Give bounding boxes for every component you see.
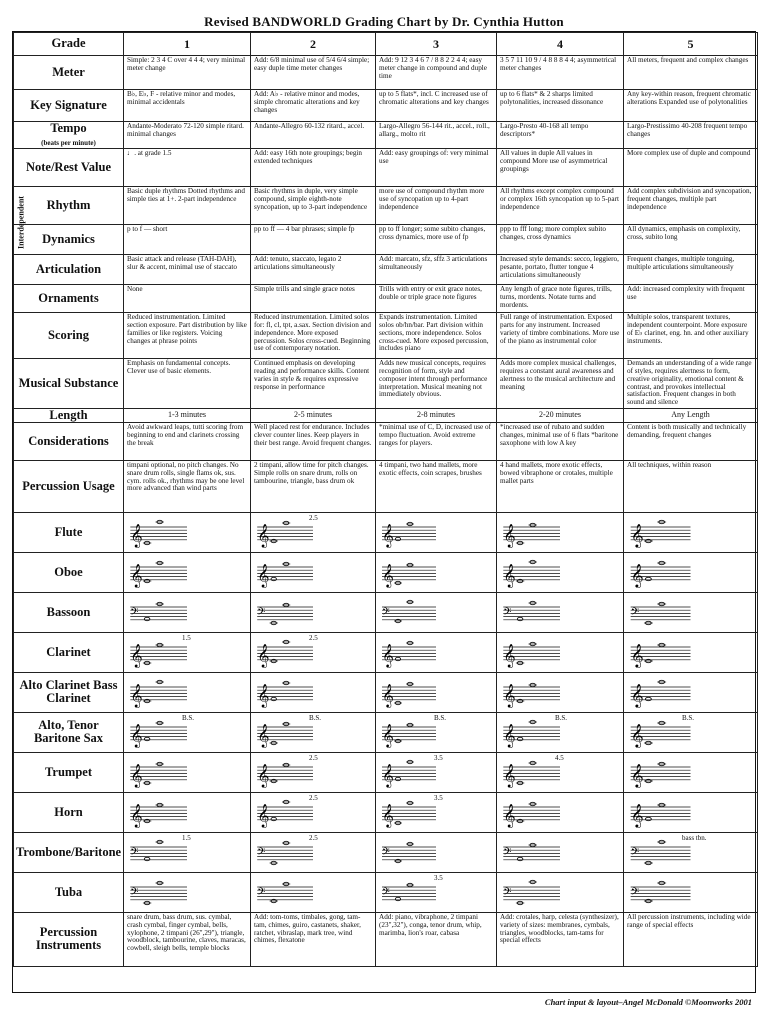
row-label: Percussion Usage <box>14 460 124 512</box>
treble-clef-icon: 𝄞 <box>382 723 394 748</box>
treble-clef-icon: 𝄞 <box>257 723 270 748</box>
grade-5: 5 <box>624 33 758 56</box>
cell: Continued emphasis on developing reading and performance skills. Content varies in style & requires expressive response in performance <box>251 359 376 409</box>
instrument-range-cell <box>376 792 497 832</box>
range-mark: B.S. <box>309 713 322 722</box>
instrument-range-cell <box>376 512 497 552</box>
note-head <box>395 898 400 901</box>
cell: Expands instrumentation. Limited solos ob/hn/bar. Part division within sections, more independence. Solos cross-cued. More exposed percussion, includes piano <box>376 313 497 359</box>
staff <box>497 873 623 911</box>
instrument-range-cell <box>124 872 251 912</box>
bass-clef-icon: 𝄢 <box>257 886 266 901</box>
treble-clef-icon: 𝄞 <box>257 683 270 708</box>
cell: Reduced instrumentation. Limited section exposure. Part distribution by like families or like registers. Voicing changes at phrase points <box>124 313 251 359</box>
cell: Adds new musical concepts, requires recognition of form, style and composer intent through performance interpretation. Musical meaning not immediately obvious. <box>376 359 497 409</box>
treble-clef-icon: 𝄞 <box>382 643 394 668</box>
staff <box>624 633 757 671</box>
cell: Largo-Allegro 56-144 rit., accel., roll., allarg., molto rit <box>376 122 497 149</box>
cell: Largo-Prestissimo 40-208 frequent tempo changes <box>624 122 758 149</box>
instrument-row <box>14 712 758 752</box>
cell: pp to ff — 4 bar phrases; simple fp <box>251 225 376 255</box>
grade-3: 3 <box>376 33 497 56</box>
instrument-range-cell <box>624 752 758 792</box>
staff <box>376 633 496 671</box>
bass-clef-icon: 𝄢 <box>503 846 512 861</box>
cell: more use of compound rhythm more use of syncopation up to 4-part independence <box>376 187 497 225</box>
instrument-row <box>14 512 758 552</box>
instrument-range-cell <box>124 592 251 632</box>
staff <box>376 673 496 711</box>
cell: Andante-Allegro 60-132 ritard., accel. <box>251 122 376 149</box>
range-mark: 2.5 <box>309 793 318 802</box>
cell: 3 5 7 11 10 9 / 4 8 8 8 4 4; asymmetrical meter changes <box>497 56 624 90</box>
treble-clef-icon: 𝄞 <box>382 683 394 708</box>
row-label: Articulation <box>14 255 124 285</box>
range-mark: 2.5 <box>309 633 318 642</box>
staff <box>624 753 757 791</box>
treble-clef-icon: 𝄞 <box>630 683 644 708</box>
row-label: Scoring <box>14 313 124 359</box>
treble-clef-icon: 𝄞 <box>257 523 270 548</box>
cell: Any key-within reason, frequent chromatic alterations Expanded use of polytonalities <box>624 90 758 122</box>
bass-clef-icon: 𝄢 <box>130 606 139 621</box>
instrument-range-cell <box>376 712 497 752</box>
cell: Full range of instrumentation. Exposed parts for any instrument. Increased variety of timbre combinations. More use of the piano as instrumental color <box>497 313 624 359</box>
staff <box>497 553 623 591</box>
instrument-range-cell <box>376 832 497 872</box>
instrument-label: Trombone/Baritone <box>14 832 124 872</box>
row-label: Key Signature <box>14 90 124 122</box>
staff <box>124 753 250 791</box>
row-label: Musical Substance <box>14 359 124 409</box>
cell: Increased style demands: secco, leggiero, pesante, portato, flutter tongue 4 articulations simultaneously <box>497 255 624 285</box>
bass-clef-icon: 𝄢 <box>503 606 512 621</box>
range-mark: B.S. <box>682 713 695 722</box>
instrument-range-cell <box>124 672 251 712</box>
instrument-range-cell <box>497 632 624 672</box>
instrument-range-cell <box>251 592 376 632</box>
note-head <box>395 658 400 661</box>
note-head <box>271 578 276 581</box>
cell: up to 6 flats* & 2 sharps limited polytonalities, increased dissonance <box>497 90 624 122</box>
row-4 <box>14 187 758 225</box>
instrument-range-cell <box>376 672 497 712</box>
cell: Add: tom-toms, timbales, gong, tam-tam, chimes, guiro, castanets, shaker, ratchet, vibraslap, mark tree, wind chimes, flexatone <box>251 912 376 966</box>
treble-clef-icon: 𝄞 <box>503 563 516 588</box>
cell: Demands an understanding of a wide range of styles, requires alertness to form, creative originality, emotional content & contrast, and provokes intellectual satisfaction. Frequent changes in both sound and silence <box>624 359 758 409</box>
instrument-range-cell <box>251 872 376 912</box>
cell: Any length of grace note figures, trills, turns, mordents. Notate turns and mordents. <box>497 285 624 313</box>
staff <box>624 673 757 711</box>
note-head <box>646 698 652 701</box>
bass-clef-icon: 𝄢 <box>503 886 512 901</box>
cell: All dynamics, emphasis on complexity, cross, subito long <box>624 225 758 255</box>
instrument-label: Alto, Tenor Baritone Sax <box>14 712 124 752</box>
cell: p to f — short <box>124 225 251 255</box>
treble-clef-icon: 𝄞 <box>130 683 143 708</box>
instrument-range-cell <box>124 552 251 592</box>
cell: Trills with entry or exit grace notes, double or triple grace note figures <box>376 285 497 313</box>
row-label: Meter <box>14 56 124 90</box>
cell: ♩. at grade 1.5 <box>124 149 251 187</box>
chart-title: Revised BANDWORLD Grading Chart by Dr. Cynthia Hutton <box>204 14 564 29</box>
cell: *minimal use of C, D, increased use of tempo fluctuation. Avoid extreme ranges for players. <box>376 422 497 460</box>
treble-clef-icon: 𝄞 <box>257 803 270 828</box>
note-head <box>517 858 522 861</box>
range-mark: bass tbn. <box>682 833 707 842</box>
cell: All percussion instruments, including wide range of special effects <box>624 912 758 966</box>
cell: None <box>124 285 251 313</box>
treble-clef-icon: 𝄞 <box>130 563 143 588</box>
cell: B♭, E♭, F - relative minor and modes, minimal accidentals <box>124 90 251 122</box>
cell: All values in duple All values in compound More use of asymmetrical groupings <box>497 149 624 187</box>
note-head <box>517 738 522 741</box>
cell: Add: easy groupings of: very minimal use <box>376 149 497 187</box>
cell: All meters, frequent and complex changes <box>624 56 758 90</box>
instrument-range-cell <box>124 632 251 672</box>
staff <box>624 553 757 591</box>
treble-clef-icon: 𝄞 <box>503 763 516 788</box>
instrument-row <box>14 872 758 912</box>
staff <box>251 673 375 711</box>
cell: Basic attack and release (TAH-DAH), slur & accent, minimal use of staccato <box>124 255 251 285</box>
row2-1 <box>14 460 758 512</box>
treble-clef-icon: 𝄞 <box>257 563 270 588</box>
grade-1: 1 <box>124 33 251 56</box>
staff <box>376 593 496 631</box>
note-head <box>395 778 400 781</box>
bass-clef-icon: 𝄢 <box>382 846 390 861</box>
instrument-row <box>14 832 758 872</box>
cell: Add: 6/8 minimal use of 5/4 6/4 simple; easy duple time meter changes <box>251 56 376 90</box>
treble-clef-icon: 𝄞 <box>130 723 143 748</box>
staff <box>497 833 623 871</box>
row-9 <box>14 359 758 409</box>
range-mark: B.S. <box>182 713 195 722</box>
cell: Well placed rest for endurance. Includes clever counter lines. Keep players in their best range. Avoid frequent changes. <box>251 422 376 460</box>
staff <box>624 793 757 831</box>
instrument-range-cell <box>497 792 624 832</box>
row-label: Considerations <box>14 422 124 460</box>
length-cell: 1-3 minutes <box>124 408 251 422</box>
instrument-range-cell <box>497 712 624 752</box>
instrument-range-cell <box>624 592 758 632</box>
percussion-instruments-row <box>14 912 758 966</box>
instrument-label: Clarinet <box>14 632 124 672</box>
instrument-label: Alto Clarinet Bass Clarinet <box>14 672 124 712</box>
instrument-range-cell <box>251 632 376 672</box>
cell: Multiple solos, transparent textures, independent counterpoint. More exposure of E♭ clarinet, eng. hn. and other auxiliary instruments. <box>624 313 758 359</box>
instrument-label: Bassoon <box>14 592 124 632</box>
row-label: Tempo (beats per minute) <box>14 122 124 149</box>
cell: Add: A♭ - relative minor and modes, simple chromatic alterations and key changes <box>251 90 376 122</box>
row-1 <box>14 90 758 122</box>
cell: Content is both musically and technically demanding, frequent changes <box>624 422 758 460</box>
grade-4: 4 <box>497 33 624 56</box>
cell: 2 timpani, allow time for pitch changes. Simple rolls on snare drum, rolls on tambourine, triangle, bass drum ok <box>251 460 376 512</box>
instrument-label: Tuba <box>14 872 124 912</box>
instrument-row <box>14 792 758 832</box>
bass-clef-icon: 𝄢 <box>257 606 266 621</box>
treble-clef-icon: 𝄞 <box>130 763 143 788</box>
grading-chart <box>12 31 756 993</box>
treble-clef-icon: 𝄞 <box>257 643 270 668</box>
treble-clef-icon: 𝄞 <box>630 763 644 788</box>
cell: Emphasis on fundamental concepts. Clever use of basic elements. <box>124 359 251 409</box>
range-mark: B.S. <box>434 713 447 722</box>
staff <box>624 593 757 631</box>
treble-clef-icon: 𝄞 <box>257 763 270 788</box>
instrument-range-cell <box>624 832 758 872</box>
cell: snare drum, bass drum, sus. cymbal, crash cymbal, finger cymbal, bells, xylophone, 2 timpani (26",29"), triangle, woodblock, tambourine, claves, maracas, cowbell, sleigh bells, temple blocks <box>124 912 251 966</box>
cell: Add: 9 12 3 4 6 7 / 8 8 2 2 4 4; easy meter change in compound and duple time <box>376 56 497 90</box>
instrument-range-cell <box>251 512 376 552</box>
cell: Simple: 2 3 4 C over 4 4 4; very minimal meter change <box>124 56 251 90</box>
instrument-range-cell <box>251 672 376 712</box>
instrument-label: Oboe <box>14 552 124 592</box>
range-mark: B.S. <box>555 713 568 722</box>
bass-clef-icon: 𝄢 <box>130 886 139 901</box>
instrument-range-cell <box>624 872 758 912</box>
staff <box>497 513 623 551</box>
staff <box>497 633 623 671</box>
cell: Add: crotales, harp, celesta (synthesizer), variety of sizes: membranes, cymbals, triangles, woodblocks, tam-tams for special effects <box>497 912 624 966</box>
treble-clef-icon: 𝄞 <box>503 683 516 708</box>
cell: Simple trills and single grace notes <box>251 285 376 313</box>
instrument-range-cell <box>376 592 497 632</box>
treble-clef-icon: 𝄞 <box>130 523 143 548</box>
cell: Add: piano, vibraphone, 2 timpani (23",32"), conga, tenor drum, whip, marimba, lion's roar, cabasa <box>376 912 497 966</box>
instrument-range-cell <box>497 752 624 792</box>
note-head <box>517 618 522 621</box>
staff <box>251 873 375 911</box>
instrument-range-cell <box>624 792 758 832</box>
cell: Frequent changes, multiple tonguing, multiple articulations simultaneously <box>624 255 758 285</box>
row-2 <box>14 122 758 149</box>
cell: pp to ff longer; some subito changes, cross dynamics, more use of fp <box>376 225 497 255</box>
instrument-range-cell <box>124 832 251 872</box>
staff <box>624 513 757 551</box>
instrument-range-cell <box>624 632 758 672</box>
range-mark: 4.5 <box>555 753 564 762</box>
instrument-label: Horn <box>14 792 124 832</box>
staff <box>497 673 623 711</box>
row2-0 <box>14 422 758 460</box>
treble-clef-icon: 𝄞 <box>382 803 394 828</box>
grade-label: Grade <box>14 33 124 56</box>
row-label: Length <box>14 408 124 422</box>
range-mark: 3.5 <box>434 753 443 762</box>
bass-clef-icon: 𝄢 <box>630 606 640 621</box>
length-cell: 2-8 minutes <box>376 408 497 422</box>
instrument-row <box>14 592 758 632</box>
cell: up to 5 flats*, incl. C increased use of chromatic alterations and key changes <box>376 90 497 122</box>
instrument-range-cell <box>497 872 624 912</box>
staff <box>497 793 623 831</box>
staff <box>124 673 250 711</box>
note-head <box>271 818 276 821</box>
treble-clef-icon: 𝄞 <box>630 803 644 828</box>
instrument-range-cell <box>376 872 497 912</box>
row-0 <box>14 56 758 90</box>
staff <box>124 553 250 591</box>
treble-clef-icon: 𝄞 <box>503 723 516 748</box>
staff <box>376 833 496 871</box>
row-7 <box>14 285 758 313</box>
row-6 <box>14 255 758 285</box>
credit-line: Chart input & layout–Angel McDonald ©Moonworks 2001 <box>544 997 752 1007</box>
cell: Add: easy 16th note groupings; begin extended techniques <box>251 149 376 187</box>
treble-clef-icon: 𝄞 <box>503 803 516 828</box>
staff <box>376 553 496 591</box>
bass-clef-icon: 𝄢 <box>630 886 640 901</box>
note-head <box>144 858 149 861</box>
instrument-range-cell <box>376 752 497 792</box>
cell: Reduced instrumentation. Limited solos for: fl, cl, tpt, a.sax. Section division and independence. More exposed percussion. Solos cross-cued. Beginning use of contemporary notation. <box>251 313 376 359</box>
length-cell: 2-20 minutes <box>497 408 624 422</box>
instrument-range-cell <box>124 752 251 792</box>
instrument-range-cell <box>497 512 624 552</box>
note-head <box>395 538 400 541</box>
instrument-range-cell <box>251 832 376 872</box>
treble-clef-icon: 𝄞 <box>630 563 644 588</box>
side-label: Interdependent <box>16 196 26 249</box>
treble-clef-icon: 𝄞 <box>630 523 644 548</box>
cell: Andante-Moderato 72-120 simple ritard. minimal changes <box>124 122 251 149</box>
instrument-range-cell <box>376 632 497 672</box>
bass-clef-icon: 𝄢 <box>130 846 139 861</box>
cell: ppp to fff long; more complex subito changes, cross dynamics <box>497 225 624 255</box>
instrument-row <box>14 672 758 712</box>
range-mark: 3.5 <box>434 793 443 802</box>
cell: All techniques, within reason <box>624 460 758 512</box>
treble-clef-icon: 𝄞 <box>382 563 394 588</box>
treble-clef-icon: 𝄞 <box>503 523 516 548</box>
note-head <box>144 738 149 741</box>
staff <box>497 593 623 631</box>
staff <box>124 513 250 551</box>
instrument-range-cell <box>624 512 758 552</box>
cell: Add: marcato, sfz, sffz 3 articulations simultaneously <box>376 255 497 285</box>
instrument-range-cell <box>497 672 624 712</box>
note-head <box>646 818 652 821</box>
instrument-label: Flute <box>14 512 124 552</box>
row-label: Dynamics <box>14 225 124 255</box>
instrument-range-cell <box>251 552 376 592</box>
length-cell: Any Length <box>624 408 758 422</box>
cell: *increased use of rubato and sudden changes, minimal use of 6 flats *baritone saxophone with low A key <box>497 422 624 460</box>
cell: Adds more complex musical challenges, requires a constant aural awareness and alertness to the musical architecture and meaning <box>497 359 624 409</box>
instrument-range-cell <box>251 792 376 832</box>
instrument-label: Trumpet <box>14 752 124 792</box>
row-5 <box>14 225 758 255</box>
note-head <box>646 578 652 581</box>
range-mark: 1.5 <box>182 833 191 842</box>
cell: Avoid awkward leaps, tutti scoring from beginning to end and clarinets crossing the break <box>124 422 251 460</box>
cell: More complex use of duple and compound <box>624 149 758 187</box>
instrument-range-cell <box>497 832 624 872</box>
staff <box>124 593 250 631</box>
staff <box>624 873 757 911</box>
range-mark: 2.5 <box>309 513 318 522</box>
bass-clef-icon: 𝄢 <box>257 846 266 861</box>
bass-clef-icon: 𝄢 <box>630 846 640 861</box>
cell: Add complex subdivision and syncopation, frequent changes, multiple part independence <box>624 187 758 225</box>
instrument-row <box>14 632 758 672</box>
staff <box>124 793 250 831</box>
grading-table <box>13 32 758 967</box>
instrument-range-cell <box>376 552 497 592</box>
treble-clef-icon: 𝄞 <box>630 643 644 668</box>
instrument-row <box>14 552 758 592</box>
cell: All rhythms except complex compound or complex 16th syncopation up to 5-part independence <box>497 187 624 225</box>
staff <box>376 513 496 551</box>
cell: Basic rhythms in duple, very simple compound, simple eighth-note syncopation, up to 3-part independence <box>251 187 376 225</box>
treble-clef-icon: 𝄞 <box>503 643 516 668</box>
instrument-range-cell <box>124 792 251 832</box>
instrument-range-cell <box>497 552 624 592</box>
range-mark: 3.5 <box>434 873 443 882</box>
row-label: Rhythm <box>14 187 124 225</box>
instrument-row <box>14 752 758 792</box>
staff <box>124 873 250 911</box>
cell: 4 hand mallets, more exotic effects, bowed vibraphone or crotales, multiple mallet parts <box>497 460 624 512</box>
row-8 <box>14 313 758 359</box>
cell: 4 timpani, two hand mallets, more exotic effects, coin scrapes, brushes <box>376 460 497 512</box>
treble-clef-icon: 𝄞 <box>630 723 644 748</box>
bass-clef-icon: 𝄢 <box>382 606 390 621</box>
grade-2: 2 <box>251 33 376 56</box>
row-label: Percussion Instruments <box>14 912 124 966</box>
cell: Add: increased complexity with frequent use <box>624 285 758 313</box>
instrument-range-cell <box>124 512 251 552</box>
row-3 <box>14 149 758 187</box>
treble-clef-icon: 𝄞 <box>130 643 143 668</box>
instrument-range-cell <box>624 672 758 712</box>
cell: timpani optional, no pitch changes. No snare drum rolls, single flams ok, sus. cym. rolls ok., rhythms may be one level more advanced than wind parts <box>124 460 251 512</box>
range-mark: 2.5 <box>309 833 318 842</box>
instrument-range-cell <box>624 712 758 752</box>
range-mark: 1.5 <box>182 633 191 642</box>
staff <box>251 553 375 591</box>
length-row <box>14 408 758 422</box>
cell: Basic duple rhythms Dotted rhythms and simple ties at 1+. 2-part independence <box>124 187 251 225</box>
length-cell: 2-5 minutes <box>251 408 376 422</box>
instrument-range-cell <box>624 552 758 592</box>
note-head <box>144 618 149 621</box>
note-head <box>271 698 276 701</box>
treble-clef-icon: 𝄞 <box>130 803 143 828</box>
treble-clef-icon: 𝄞 <box>382 763 394 788</box>
row-label: Ornaments <box>14 285 124 313</box>
staff <box>251 593 375 631</box>
treble-clef-icon: 𝄞 <box>382 523 394 548</box>
cell: Add: tenuto, staccato, legato 2 articulations simultaneously <box>251 255 376 285</box>
instrument-range-cell <box>251 752 376 792</box>
cell: Largo-Presto 40-168 all tempo descriptors* <box>497 122 624 149</box>
instrument-range-cell <box>124 712 251 752</box>
instrument-range-cell <box>497 592 624 632</box>
range-mark: 2.5 <box>309 753 318 762</box>
grade-row <box>14 33 758 56</box>
instrument-range-cell <box>251 712 376 752</box>
row-label: Note/Rest Value <box>14 149 124 187</box>
bass-clef-icon: 𝄢 <box>382 886 390 901</box>
